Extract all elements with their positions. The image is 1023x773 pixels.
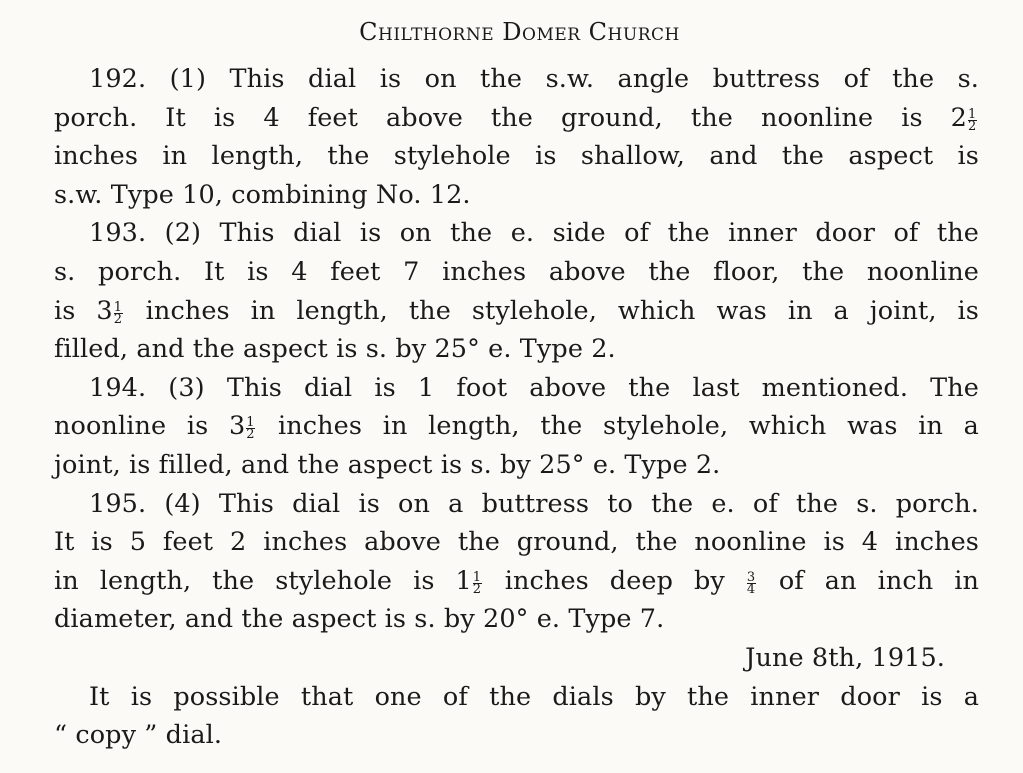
date-line: June 8th, 1915. — [745, 642, 945, 673]
entry-194-line-1: 194. (3) This dial is 1 foot above the last mentioned. The — [89, 372, 979, 403]
entry-192-line-1: 192. (1) This dial is on the s.w. angle buttress of the s. — [89, 64, 979, 94]
entry-195-line-4: diameter, and the aspect is s. by 20° e. Type 7. — [54, 604, 665, 635]
fraction-one-half: $\frac{1}{2}$ — [968, 106, 977, 134]
entry-195-line-3: in length, the stylehole is 1 $\frac{1}{2}$ inches deep by $\frac{3}{4}$ of an inch in — [54, 565, 979, 597]
entry-192-line-2-text: porch. It is 4 feet above the ground, the noonline is 2 — [54, 102, 967, 133]
entry-192-line-3: inches in length, the stylehole is shallow, and the aspect is — [54, 141, 979, 172]
entry-195 — [54, 485, 979, 639]
entry-195-line-2: It is 5 feet 2 inches above the ground, the noonline is 4 inches — [54, 527, 979, 558]
closing-note-line-2: “ copy ” dial. — [54, 720, 223, 751]
entry-193 — [54, 214, 979, 368]
entry-194-line-3: joint, is filled, and the aspect is s. by 25° e. Type 2. — [54, 449, 721, 480]
entry-192 — [54, 60, 979, 214]
fraction-one-half: $\frac{1}{2}$ — [113, 299, 123, 327]
entry-192-line-2 — [54, 99, 979, 138]
entry-193-line-4: filled, and the aspect is s. by 25° e. Type 2. — [54, 334, 616, 365]
entry-193-line-1: 193. (2) This dial is on the e. side of the inner door of the — [89, 218, 979, 249]
entry-192-line-4: s.w. Type 10, combining No. 12. — [54, 179, 471, 210]
fraction-one-half: $\frac{1}{2}$ — [246, 415, 255, 443]
fraction-three-quarters: $\frac{3}{4}$ — [746, 569, 756, 597]
closing-note — [54, 678, 979, 755]
entry-193-line-3: is 3 $\frac{1}{2}$ inches in length, the stylehole, which was in a joint, is — [54, 295, 979, 327]
closing-note-line-1: It is possible that one of the dials by the inner door is a — [89, 681, 979, 712]
dial-entries — [54, 60, 979, 755]
entry-194 — [54, 369, 979, 485]
entry-195-line-1: 195. (4) This dial is on a buttress to the e. of the s. porch. — [89, 488, 979, 519]
fraction-one-half: $\frac{1}{2}$ — [472, 569, 482, 597]
entry-193-line-2: s. porch. It is 4 feet 7 inches above the floor, the noonline — [54, 256, 979, 287]
entry-194-line-2: noonline is 3 $\frac{1}{2}$ inches in length, the stylehole, which was in a — [54, 411, 979, 443]
page-heading: Chilthorne Domer Church — [359, 18, 680, 46]
